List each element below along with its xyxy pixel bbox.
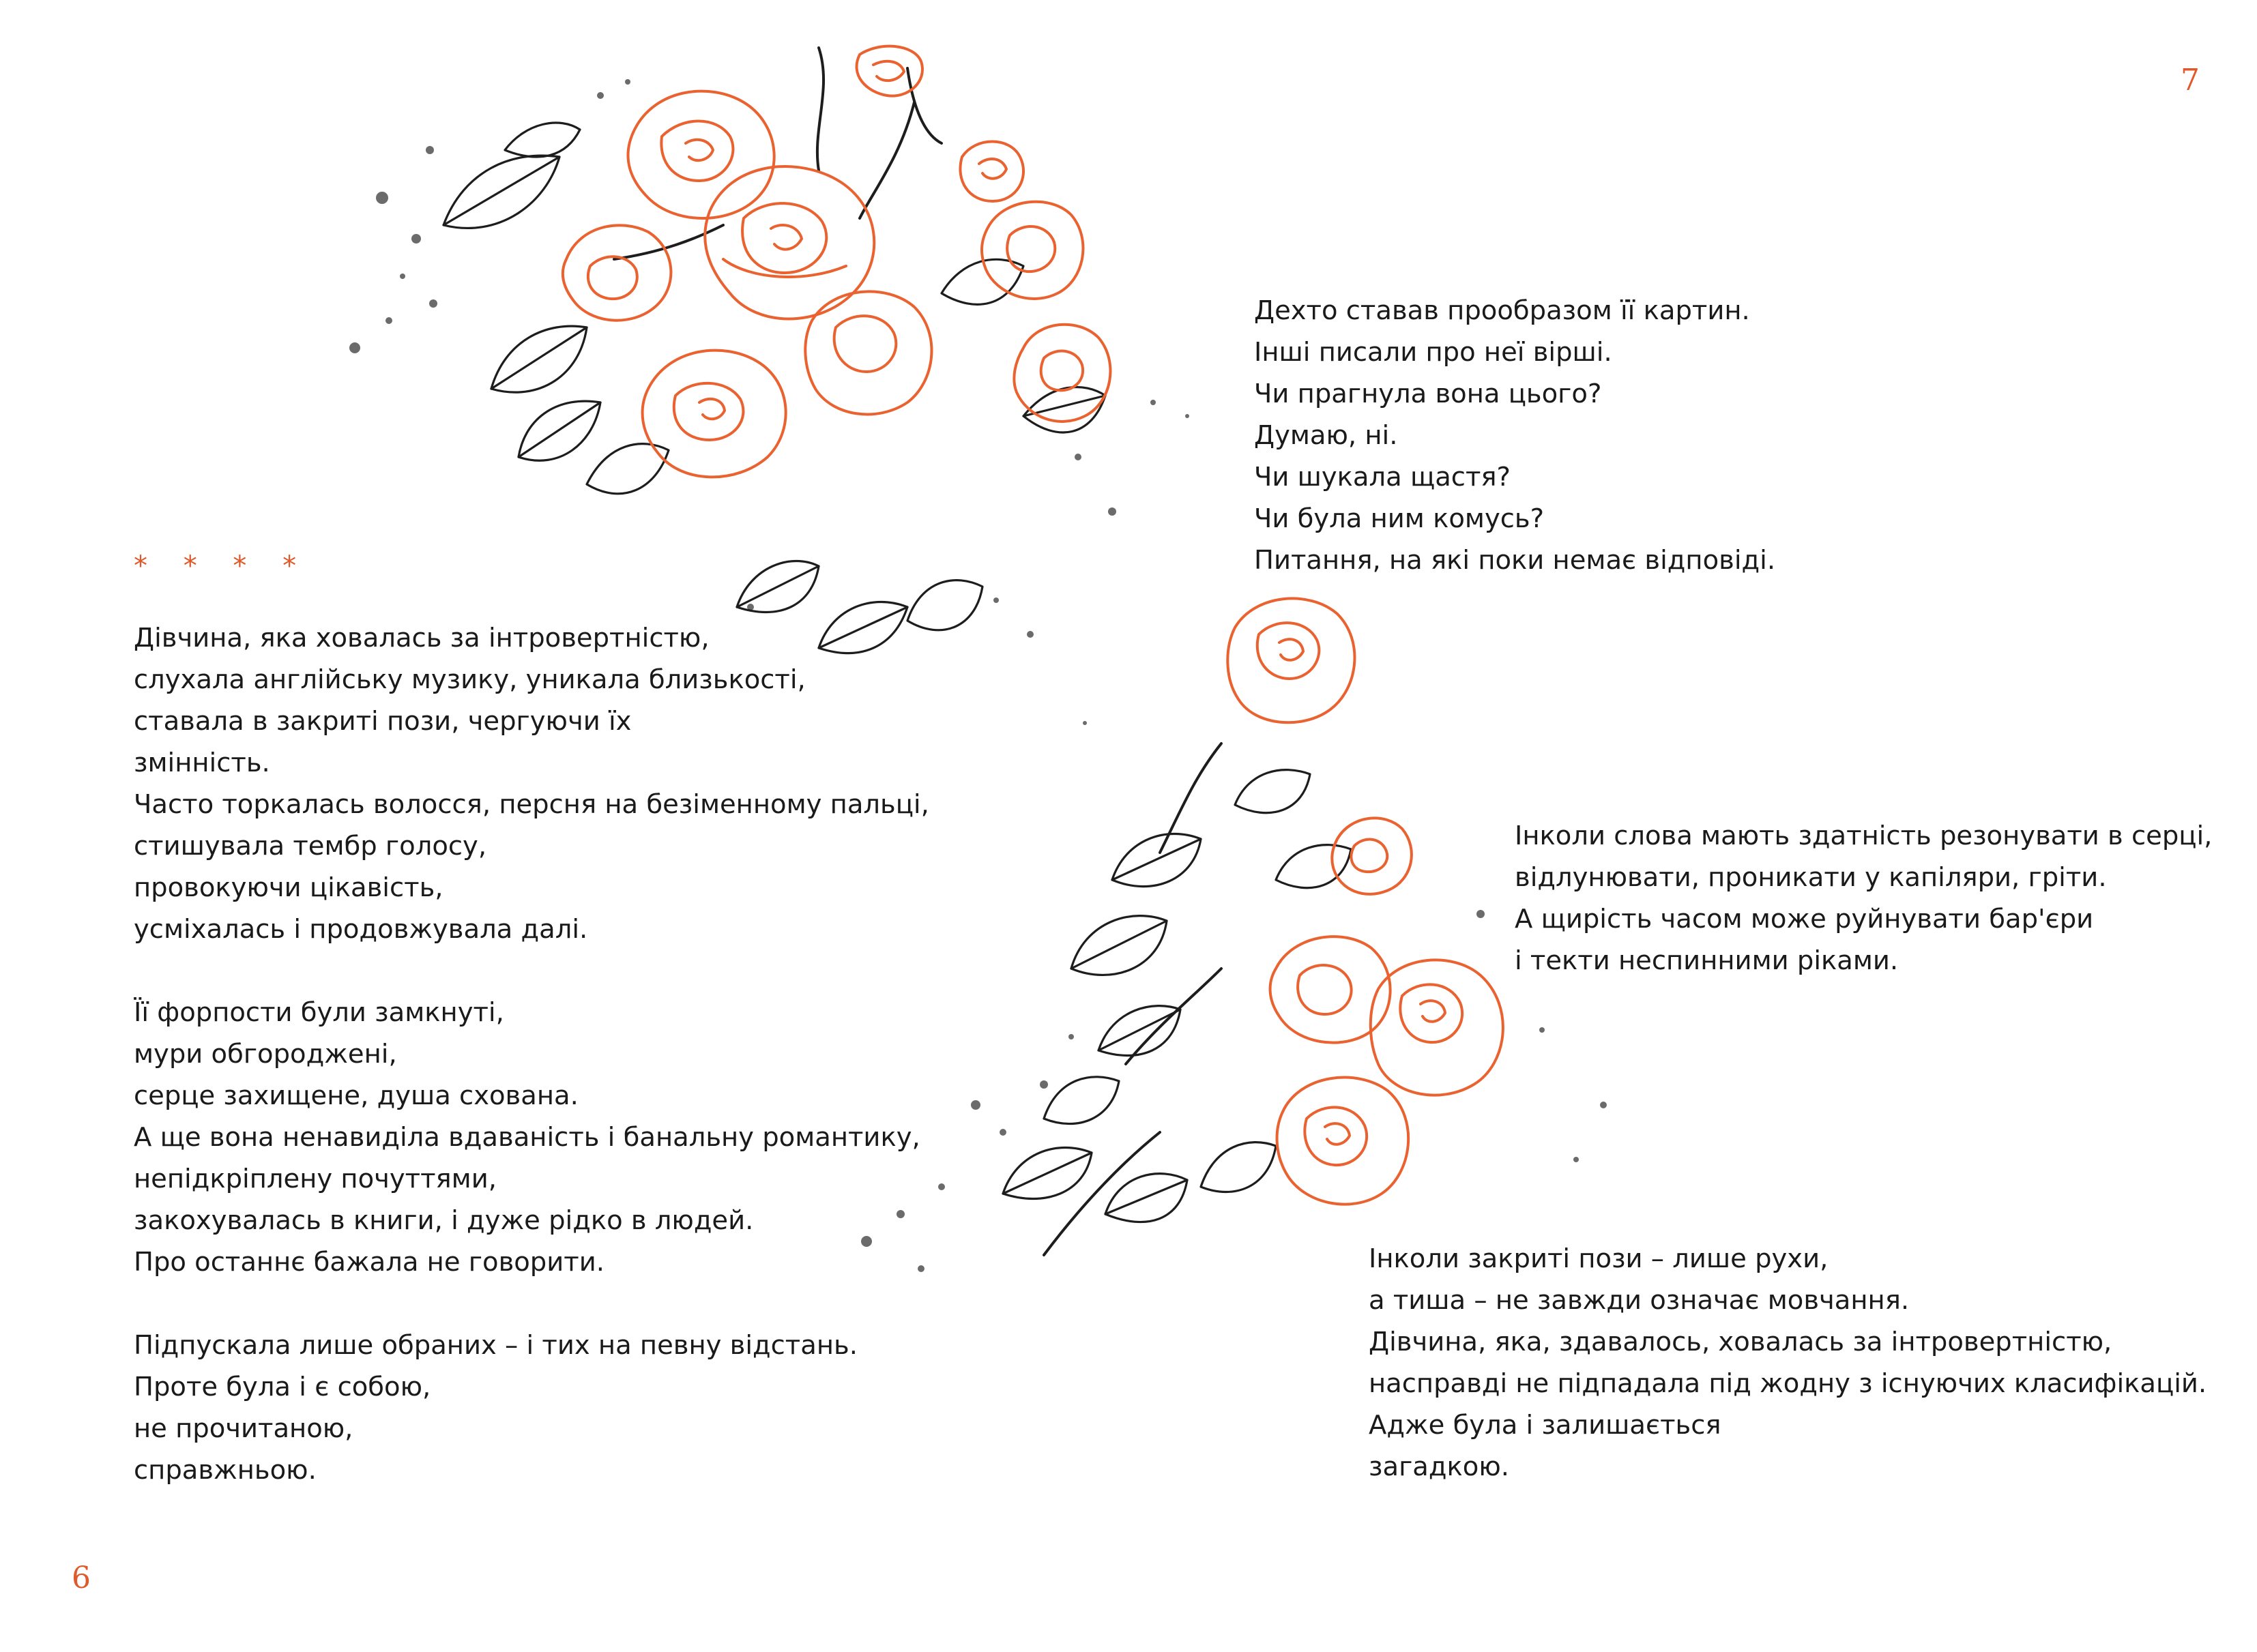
poem-line: стишувала тембр голосу, (134, 831, 487, 861)
poem-line: справжньою. (134, 1455, 317, 1486)
poem-line: серце захищене, душа схована. (134, 1080, 579, 1111)
poem-line: Чи шукала щастя? (1254, 462, 1511, 492)
poem-line: Дівчина, яка, здавалось, ховалась за інтровертністю, (1369, 1327, 2112, 1357)
poem-line: Чи була ним комусь? (1254, 503, 1545, 534)
section-divider-asterisks: * * * * (134, 550, 310, 582)
poem-line: насправді не підпадала під жодну з існуючих класифікацій. (1369, 1368, 2207, 1399)
ink-splashes (349, 79, 1189, 638)
poem-line: Підпускала лише обраних – і тих на певну відстань. (134, 1330, 858, 1361)
poem-line: загадкою. (1369, 1451, 1509, 1482)
poem-line: А ще вона ненавиділа вдаваність і банальну романтику, (134, 1122, 920, 1153)
poem-line: провокуючи цікавість, (134, 872, 443, 903)
poem-line: Дехто ставав прообразом її картин. (1254, 295, 1750, 326)
poem-line: Інколи слова мають здатність резонувати в серці, (1515, 821, 2213, 851)
poem-line: ставала в закриті пози, чергуючи їх (134, 706, 632, 737)
poem-line: закохувалась в книги, і дуже рідко в людей. (134, 1205, 754, 1236)
right-page-bottom-stanza (1369, 1238, 2207, 1488)
poem-line: Думаю, ні. (1254, 420, 1398, 451)
page-number-left: 6 (72, 1561, 91, 1595)
poem-line: Дівчина, яка ховалась за інтровертністю, (134, 623, 710, 653)
stanza-gap (134, 1283, 929, 1325)
poem-line: Питання, на які поки немає відповіді. (1254, 545, 1776, 576)
poem-line: Інші писали про неї вірші. (1254, 337, 1612, 368)
poem-line: усміхалась і продовжувала далі. (134, 914, 588, 945)
poem-line: а тиша – не завжди означає мовчання. (1369, 1285, 1910, 1316)
left-page-poem (134, 617, 929, 1491)
poem-line: Інколи закриті пози – лише рухи, (1369, 1243, 1829, 1274)
poem-line: Її форпости були замкнуті, (134, 997, 504, 1028)
poem-line: А щирість часом може руйнувати бар'єри (1515, 904, 2094, 934)
poem-line: Проте була і є собою, (134, 1372, 431, 1402)
poem-line: відлунювати, проникати у капіляри, гріти. (1515, 862, 2107, 893)
page-number-right: 7 (2181, 63, 2200, 98)
stanza-gap (134, 950, 929, 992)
poem-line: Чи прагнула вона цього? (1254, 379, 1602, 409)
poem-line: слухала англійську музику, уникала близькості, (134, 664, 806, 695)
poem-line: мури обгороджені, (134, 1039, 397, 1070)
poem-line: Часто торкалась волосся, персня на безіменному пальці, (134, 789, 929, 820)
right-page-middle-stanza (1515, 815, 2212, 982)
poem-line: Адже була і залишається (1369, 1410, 1721, 1441)
right-page-top-stanza (1254, 290, 1775, 581)
poem-line: непідкріплену почуттями, (134, 1164, 497, 1194)
poem-line: Про останнє бажала не говорити. (134, 1247, 605, 1278)
poem-line: і текти неспинними ріками. (1515, 945, 1899, 976)
poem-line: змінність. (134, 748, 270, 778)
poem-line: не прочитаною, (134, 1413, 353, 1444)
